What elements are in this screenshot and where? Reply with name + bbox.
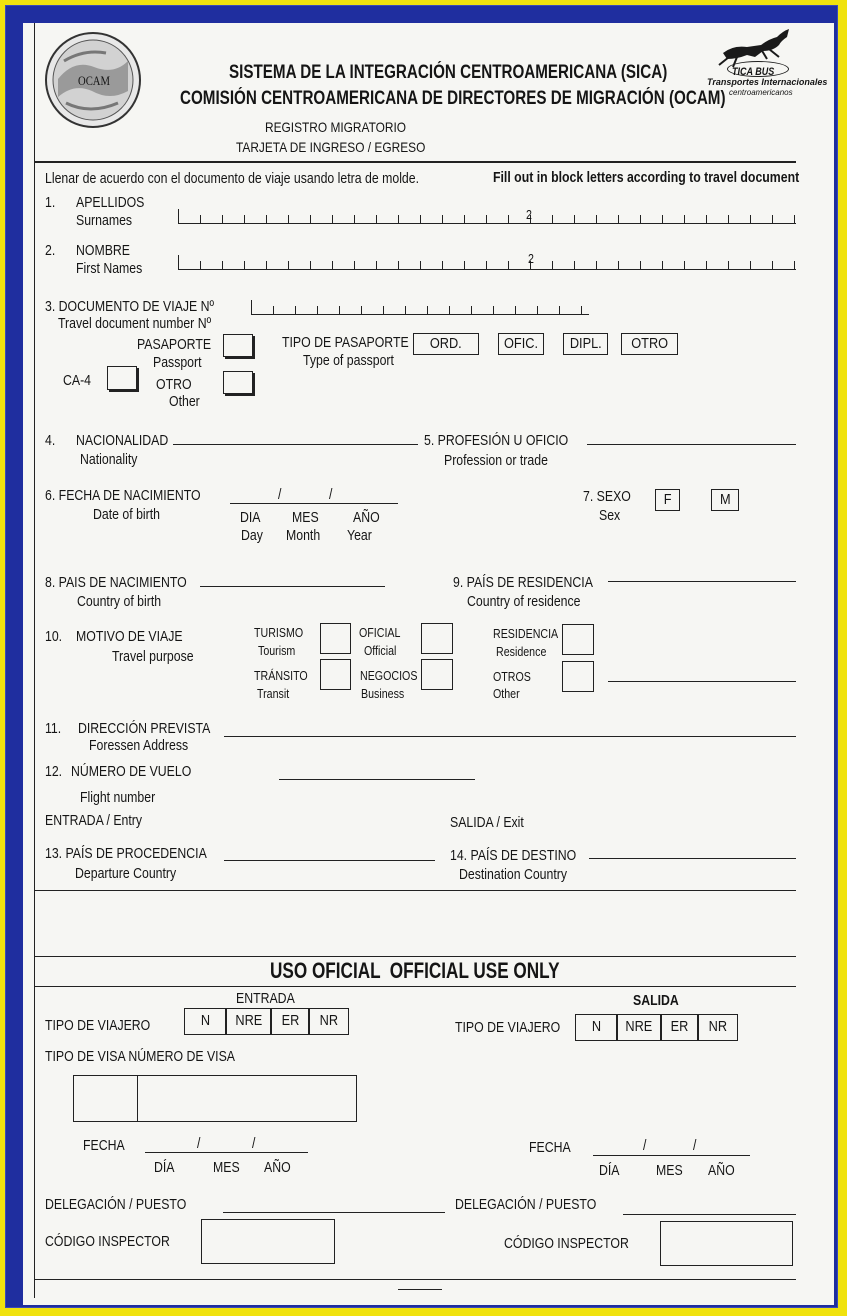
residence-country-label-es: 9. PAÍS DE RESIDENCIA — [453, 574, 593, 591]
other-doc-label-en: Other — [169, 393, 200, 410]
sex-m-box[interactable] — [711, 489, 739, 511]
tick-mark — [178, 255, 179, 269]
tick-mark — [486, 215, 487, 223]
flight-entry-label: ENTRADA / Entry — [45, 812, 143, 829]
tick-mark — [288, 261, 289, 269]
passport-checkbox[interactable] — [223, 334, 253, 357]
visa-label: TIPO DE VISA NÚMERO DE VISA — [45, 1048, 236, 1065]
tick-mark — [376, 215, 377, 223]
exit-date-year: AÑO — [708, 1162, 735, 1179]
tick-mark — [266, 215, 267, 223]
visa-number-box[interactable] — [137, 1075, 357, 1122]
entry-type-n-label: N — [200, 1012, 210, 1029]
profession-label-en: Profession or trade — [444, 452, 548, 469]
tick-mark — [200, 215, 201, 223]
purpose-residence-en: Residence — [496, 644, 547, 659]
entry-type-er[interactable] — [271, 1008, 309, 1035]
instructions-en: Fill out in block letters according to travel document — [493, 169, 800, 186]
tick-mark — [471, 306, 472, 314]
purpose-residence-es: RESIDENCIA — [493, 626, 559, 641]
purpose-others-input[interactable] — [608, 681, 796, 682]
flight-label-es: NÚMERO DE VUELO — [71, 763, 192, 780]
form-sheet — [23, 23, 834, 1305]
tick-mark — [559, 306, 560, 314]
entry-date-year: AÑO — [264, 1159, 291, 1176]
entry-date-day: DÍA — [154, 1159, 175, 1176]
residence-country-label-en: Country of residence — [467, 593, 581, 610]
passport-type-otro-label: OTRO — [631, 335, 668, 352]
nationality-label-es: NACIONALIDAD — [76, 432, 169, 449]
entry-type-nre-label: NRE — [235, 1012, 262, 1029]
tick-mark — [552, 261, 553, 269]
tick-mark — [361, 306, 362, 314]
entry-type-n[interactable] — [184, 1008, 226, 1035]
tick-mark — [310, 215, 311, 223]
nationality-input[interactable] — [173, 444, 418, 445]
tick-mark — [596, 215, 597, 223]
birth-country-input[interactable] — [200, 586, 385, 587]
sex-m-label: M — [719, 491, 731, 508]
birth-date-input[interactable] — [230, 503, 398, 504]
profession-label-es: 5. PROFESIÓN U OFICIO — [424, 432, 569, 449]
purpose-transit-checkbox[interactable] — [320, 659, 351, 690]
tick-mark — [537, 306, 538, 314]
purpose-transit-en: Transit — [257, 686, 290, 701]
subtitle-tarjeta: TARJETA DE INGRESO / EGRESO — [236, 139, 426, 155]
passport-label-en: Passport — [153, 354, 202, 371]
tick-mark — [449, 306, 450, 314]
tick-mark — [295, 306, 296, 314]
logo-text: OCAM — [78, 73, 110, 88]
entry-date-sep-1: / — [197, 1135, 201, 1152]
tick-mark — [772, 215, 773, 223]
purpose-others-checkbox[interactable] — [562, 661, 594, 692]
purpose-label-en: Travel purpose — [112, 648, 194, 665]
flight-exit-label: SALIDA / Exit — [450, 814, 524, 831]
surnames-label-es: APELLIDOS — [76, 194, 145, 211]
sex-f-label: F — [663, 491, 672, 508]
passport-type-ord[interactable] — [413, 333, 479, 355]
nationality-num: 4. — [45, 432, 56, 449]
tick-mark — [508, 215, 509, 223]
exit-type-nre-label: NRE — [625, 1018, 653, 1035]
section-divider-2 — [34, 956, 796, 957]
passport-type-label-es: TIPO DE PASAPORTE — [282, 334, 409, 351]
purpose-others-en: Other — [493, 686, 520, 701]
profession-input[interactable] — [587, 444, 796, 445]
first-names-label-es: NOMBRE — [76, 242, 130, 259]
purpose-residence-checkbox[interactable] — [562, 624, 594, 655]
departure-country-label-en: Departure Country — [75, 865, 177, 882]
exit-type-nr[interactable] — [698, 1014, 738, 1041]
other-doc-checkbox[interactable] — [223, 371, 253, 394]
travel-doc-label-es: 3. DOCUMENTO DE VIAJE Nº — [45, 298, 214, 315]
tick-mark — [618, 215, 619, 223]
birth-day-label-en: Day — [241, 527, 263, 544]
title-ocam: COMISIÓN CENTROAMERICANA DE DIRECTORES DE MIGRACIÓN (OCAM) — [180, 88, 726, 109]
entry-date-month: MES — [213, 1159, 240, 1176]
passport-type-ofic-label: OFIC. — [504, 335, 538, 352]
birth-month-label-en: Month — [286, 527, 321, 544]
tica-bus-logo — [703, 25, 828, 105]
official-heading-rule — [34, 986, 796, 987]
exit-inspector-box[interactable] — [660, 1221, 793, 1266]
purpose-tourism-es: TURISMO — [254, 625, 304, 640]
official-entry-label: ENTRADA — [236, 990, 295, 1007]
tick-mark — [552, 215, 553, 223]
departure-country-input[interactable] — [224, 860, 435, 861]
exit-date-day: DÍA — [599, 1162, 620, 1179]
passport-label-es: PASAPORTE — [137, 336, 212, 353]
tick-mark — [310, 261, 311, 269]
surnames-field[interactable] — [178, 209, 796, 224]
tick-mark — [244, 215, 245, 223]
purpose-official-checkbox[interactable] — [421, 623, 453, 654]
entry-inspector-label: CÓDIGO INSPECTOR — [45, 1233, 170, 1250]
passport-type-label-en: Type of passport — [303, 352, 394, 369]
purpose-business-es: NEGOCIOS — [360, 668, 418, 683]
first-names-num: 2. — [45, 242, 56, 259]
tick-mark — [618, 261, 619, 269]
entry-post-label: DELEGACIÓN / PUESTO — [45, 1196, 187, 1213]
destination-country-label-es: 14. PAÍS DE DESTINO — [450, 847, 577, 864]
sex-label-en: Sex — [599, 507, 621, 524]
tick-mark — [398, 215, 399, 223]
birth-date-label-es: 6. FECHA DE NACIMIENTO — [45, 487, 201, 504]
birth-date-sep-2: / — [329, 486, 333, 503]
exit-date-sep-2: / — [693, 1137, 697, 1154]
tick-mark — [574, 215, 575, 223]
exit-traveler-type-label: TIPO DE VIAJERO — [455, 1019, 561, 1036]
tick-mark — [684, 215, 685, 223]
tick-mark — [728, 215, 729, 223]
tick-mark — [222, 215, 223, 223]
birth-year-label-es: AÑO — [353, 509, 380, 526]
tick-mark — [574, 261, 575, 269]
travel-doc-label-en: Travel document number Nº — [58, 315, 212, 332]
entry-date-sep-2: / — [252, 1135, 256, 1152]
birth-date-sep-1: / — [278, 486, 282, 503]
purpose-business-checkbox[interactable] — [421, 659, 453, 690]
ca4-label: CA-4 — [63, 372, 92, 389]
tick-mark — [640, 261, 641, 269]
purpose-label-es: MOTIVO DE VIAJE — [76, 628, 183, 645]
tick-mark — [706, 215, 707, 223]
tick-mark — [332, 215, 333, 223]
birth-country-label-en: Country of birth — [77, 593, 162, 610]
exit-type-n-label: N — [591, 1018, 601, 1035]
header-rule — [34, 161, 796, 163]
tick-mark — [420, 215, 421, 223]
surnames-marker: 2 — [526, 207, 532, 222]
tick-mark — [405, 306, 406, 314]
tick-mark — [662, 261, 663, 269]
address-input[interactable] — [224, 736, 796, 737]
exit-date-month: MES — [656, 1162, 683, 1179]
birth-date-label-en: Date of birth — [93, 506, 161, 523]
exit-post-label: DELEGACIÓN / PUESTO — [455, 1196, 597, 1213]
tick-mark — [339, 306, 340, 314]
tick-mark — [706, 261, 707, 269]
entry-type-nr-label: NR — [319, 1012, 339, 1029]
ocam-logo — [44, 31, 142, 129]
passport-type-ofic[interactable] — [498, 333, 544, 355]
tick-mark — [464, 215, 465, 223]
page-frame — [5, 5, 838, 1308]
tick-mark — [273, 306, 274, 314]
tick-mark — [515, 306, 516, 314]
departure-country-label-es: 13. PAÍS DE PROCEDENCIA — [45, 845, 207, 862]
purpose-num: 10. — [45, 628, 63, 645]
exit-post-input[interactable] — [623, 1214, 796, 1215]
tick-mark — [508, 261, 509, 269]
entry-type-nr[interactable] — [309, 1008, 349, 1035]
tick-mark — [442, 261, 443, 269]
tick-mark — [354, 215, 355, 223]
birth-day-label-es: DIA — [240, 509, 261, 526]
tick-mark — [581, 306, 582, 314]
entry-inspector-box[interactable] — [201, 1219, 335, 1264]
tick-mark — [244, 261, 245, 269]
official-use-heading: USO OFICIAL OFFICIAL USE ONLY — [270, 958, 560, 983]
tick-mark — [266, 261, 267, 269]
brand-tagline-1: Transportes Internacionales — [707, 77, 828, 87]
passport-type-ord-label: ORD. — [430, 335, 462, 352]
brand-name: TICA BUS — [732, 66, 775, 78]
exit-type-er[interactable] — [661, 1014, 698, 1041]
instructions-es: Llenar de acuerdo con el documento de viaje usando letra de molde. — [45, 170, 420, 187]
first-names-field[interactable] — [178, 255, 796, 270]
passport-type-otro[interactable] — [621, 333, 678, 355]
exit-type-nre[interactable] — [617, 1014, 661, 1041]
tick-mark — [728, 261, 729, 269]
tick-mark — [596, 261, 597, 269]
passport-type-dipl[interactable] — [563, 333, 608, 355]
tick-mark — [464, 261, 465, 269]
nationality-label-en: Nationality — [80, 451, 138, 468]
tick-mark — [376, 261, 377, 269]
tick-mark — [354, 261, 355, 269]
exit-inspector-label: CÓDIGO INSPECTOR — [504, 1235, 629, 1252]
purpose-business-en: Business — [361, 686, 405, 701]
destination-country-label-en: Destination Country — [459, 866, 568, 883]
entry-date-input[interactable] — [145, 1152, 308, 1153]
birth-country-label-es: 8. PAIS DE NACIMIENTO — [45, 574, 187, 591]
tick-mark — [222, 261, 223, 269]
visa-type-box[interactable] — [73, 1075, 138, 1122]
tick-mark — [772, 261, 773, 269]
tick-mark — [251, 300, 252, 314]
other-doc-label-es: OTRO — [156, 376, 192, 393]
entry-type-nre[interactable] — [226, 1008, 271, 1035]
travel-doc-field[interactable] — [251, 300, 589, 315]
sex-label-es: 7. SEXO — [583, 488, 631, 505]
purpose-others-es: OTROS — [493, 669, 531, 684]
address-label-en: Foressen Address — [89, 737, 189, 754]
exit-type-n[interactable] — [575, 1014, 617, 1041]
purpose-tourism-en: Tourism — [258, 643, 296, 658]
tick-mark — [750, 215, 751, 223]
tick-mark — [640, 215, 641, 223]
fold-mark — [398, 1289, 442, 1290]
official-exit-label: SALIDA — [633, 992, 679, 1009]
section-divider-1 — [34, 890, 796, 891]
sex-f-box[interactable] — [655, 489, 680, 511]
entry-post-input[interactable] — [223, 1212, 445, 1213]
address-label-es: DIRECCIÓN PREVISTA — [78, 720, 211, 737]
tick-mark — [200, 261, 201, 269]
tick-mark — [178, 209, 179, 223]
passport-type-dipl-label: DIPL. — [569, 335, 602, 352]
tick-mark — [684, 261, 685, 269]
surnames-num: 1. — [45, 194, 56, 211]
exit-date-input[interactable] — [593, 1155, 750, 1156]
purpose-official-es: OFICIAL — [359, 625, 401, 640]
tick-mark — [493, 306, 494, 314]
tick-mark — [383, 306, 384, 314]
tick-mark — [317, 306, 318, 314]
entry-traveler-type-label: TIPO DE VIAJERO — [45, 1017, 151, 1034]
tick-mark — [794, 215, 795, 223]
entry-date-label: FECHA — [83, 1137, 125, 1154]
tick-mark — [794, 261, 795, 269]
first-names-label-en: First Names — [76, 260, 143, 277]
destination-country-input[interactable] — [589, 858, 796, 859]
ca4-checkbox[interactable] — [107, 366, 137, 390]
exit-type-er-label: ER — [670, 1018, 689, 1035]
flight-label-en: Flight number — [80, 789, 156, 806]
birth-year-label-en: Year — [347, 527, 372, 544]
tick-mark — [427, 306, 428, 314]
exit-date-label: FECHA — [529, 1139, 571, 1156]
purpose-official-en: Official — [364, 643, 397, 658]
address-num: 11. — [45, 720, 62, 737]
exit-type-nr-label: NR — [708, 1018, 728, 1035]
bottom-rule — [34, 1279, 796, 1280]
tick-mark — [486, 261, 487, 269]
tick-mark — [332, 261, 333, 269]
purpose-tourism-checkbox[interactable] — [320, 623, 351, 654]
margin-rule — [34, 23, 35, 1298]
entry-type-er-label: ER — [281, 1012, 299, 1029]
birth-month-label-es: MES — [292, 509, 319, 526]
residence-country-input[interactable] — [608, 581, 796, 582]
first-names-marker: 2 — [528, 251, 534, 266]
flight-input[interactable] — [279, 779, 475, 780]
tick-mark — [288, 215, 289, 223]
tica-bus-badge — [727, 61, 789, 77]
flight-num: 12. — [45, 763, 63, 780]
subtitle-registro: REGISTRO MIGRATORIO — [265, 119, 407, 135]
exit-date-sep-1: / — [643, 1137, 647, 1154]
tick-mark — [420, 261, 421, 269]
tick-mark — [442, 215, 443, 223]
surnames-label-en: Surnames — [76, 212, 133, 229]
tick-mark — [662, 215, 663, 223]
tick-mark — [750, 261, 751, 269]
purpose-transit-es: TRÁNSITO — [254, 668, 308, 683]
tick-mark — [398, 261, 399, 269]
title-sica: SISTEMA DE LA INTEGRACIÓN CENTROAMERICANA (SICA) — [229, 62, 668, 83]
brand-tagline-2: centroamericanos — [729, 88, 793, 97]
